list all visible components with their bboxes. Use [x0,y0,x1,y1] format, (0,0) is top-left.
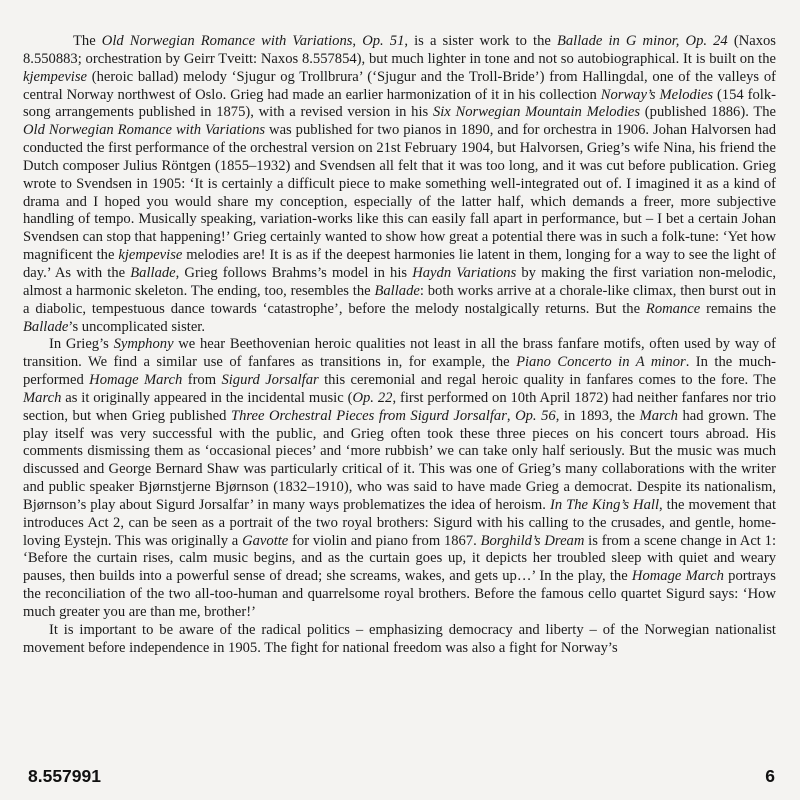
italic-text-run: Romance [645,300,701,317]
italic-text-run: Op. 51 [362,33,405,49]
paragraph [23,336,776,622]
italic-text-run: Borghild’s Dream [480,532,585,549]
text-run: In Grieg’s [49,336,114,353]
text-run: . In the much-performed [23,354,776,389]
italic-text-run: Norway’s Melodies [600,86,714,103]
text-run: remains the [700,300,776,317]
text-run: : both works arrive at a chorale-like climax, then burst out in a diabolic, tempestuous dance towards ‘catastrophe’, before the melody nostalgically returns. But the [23,282,776,317]
italic-text-run: In The King’s Hall [549,496,660,513]
italic-text-run: Homage March [89,372,183,389]
italic-text-run: Ballade [23,318,69,335]
text-run: , [352,33,363,49]
page-number: 6 [765,766,775,786]
text-run: The [73,33,102,49]
italic-text-run: Six Norwegian Mountain Melodies [432,104,641,121]
text-run: by making the first variation non-melodic, almost a harmonic skeleton. The ending, too, resembles the [23,264,776,299]
text-run: , is a sister work to the [404,33,557,49]
text-run: (published 1886). The [640,104,777,121]
text-run: for violin and piano from 1867. [288,532,481,549]
italic-text-run: Symphony [113,336,174,353]
italic-text-run: Piano Concerto in A minor [516,354,686,371]
italic-text-run: Haydn Variations [412,264,517,281]
italic-text-run: Homage March [631,568,724,585]
body-text [23,33,776,658]
italic-text-run: Old Norwegian Romance with Variations [101,33,353,49]
text-run: It is important to be aware of the radical politics – emphasizing democracy and liberty – of the Norwegian nationalist movement before independence in 1905. The fight for national freedom was also a fight for Norway’s [23,621,776,656]
italic-text-run: Ballade [374,282,420,299]
italic-text-run: March [639,407,678,424]
text-run: , in 1893, the [555,407,640,424]
italic-text-run: Gavotte [242,532,289,549]
text-run: , Grieg follows Brahms’s model in his [175,264,413,281]
text-run: from [182,372,222,389]
text-run: is from a scene change in Act 1: ‘Before the curtain rises, calm music begins, and as the curtain goes up, it depicts her troubled sleep with quiet and weary pauses, then builds into a powerful sense of dread; she screams, wakes, and gets up…’ In the play, the [23,532,776,585]
italic-text-run: Three Orchestral Pieces from Sigurd Jorsalfar [230,407,507,424]
text-run: , [506,407,516,424]
text-run: was published for two pianos in 1890, and for orchestra in 1906. Johan Halvorsen had conducted the first performance of the orchestral version on 21st February 1904, but Halvorsen, Grieg’s wife Nina, his friend the Dutch composer Julius Röntgen (1855–1932) and Svendsen all felt that it was too long, and it was cut before publication. Grieg wrote to Svendsen in 1905: ‘It is certainly a difficult piece to make something well-integrated out of. I imagined it as a kind of drama and I hoped you would share my conception, especially of the latter half, which demands a freer, more subjective handling of tempo. Musically speaking, variation-works like this can easily fall apart in performance, but – I bet a certain Johan Svendsen can stop that happening!’ Grieg certainly wanted to show how great a potential there was in such a folk-tune: ‘Yet how magnificent the [23,122,776,264]
text-run: this ceremonial and regal heroic quality in fanfares comes to the fore. The [318,372,776,389]
text-run: we hear Beethovenian heroic qualities not least in all the brass fanfare motifs, often used by way of transition. We find a similar use of fanfares as transitions in, for example, the [23,336,776,371]
italic-text-run: Old Norwegian Romance with Variations [23,122,266,139]
text-run: portrays the reconciliation of the two all-too-human and quarrelsome royal brothers. Before the famous cello quartet Sigurd says: ‘How much greater you are than me, brother!’ [23,568,776,620]
italic-text-run: kjempevise [118,247,183,264]
text-run: , the movement that introduces Act 2, can be seen as a portrait of the two royal brothers: Sigurd with his calling to the crusades, and gentle, home-loving Eystejn. This was originally a [23,496,776,549]
catalog-number: 8.557991 [28,766,101,786]
text-run: , first performed on 10th April 1872) had neither fanfares nor trio section, but when Grieg published [23,389,776,424]
text-run: had grown. The play itself was very successful with the public, and Grieg often took these three pieces on his concert tours abroad. His comments dismissing them as ‘occasional pieces’ and ‘more rubbish’ we can take only half seriously. But the music was much discussed and George Bernard Shaw was particularly critical of it. This was one of Grieg’s many collaborations with the writer and public speaker Bjørnstjerne Bjørnson (1832–1910), who was said to have made Grieg a democrat. Despite its nationalism, Bjørnson’s play about Sigurd Jorsalfar’ in many ways problematizes the idea of heroism. [23,407,777,513]
text-run: (154 folk-song arrangements published in 1875), with a revised version in his [23,86,776,121]
text-run: (heroic ballad) melody ‘Sjugur og Trollbrura’ (‘Sjugur and the Troll-Bride’) from Hallingdal, one of the valleys of central Norway northwest of Oslo. Grieg had made an earlier harmonization of it in his collection [23,68,776,103]
italic-text-run: Op. 22 [352,389,393,406]
italic-text-run: March [23,389,62,406]
text-run: ’s uncomplicated sister. [68,318,205,335]
text-run: as it originally appeared in the incidental music ( [61,389,353,406]
text-run: melodies are! It is as if the deepest harmonies lie latent in them, longing for a way to see the light of day.’ As with the [23,247,776,281]
italic-text-run: Ballade [130,264,176,281]
paragraph [23,622,776,658]
italic-text-run: kjempevise [23,68,88,85]
paragraph [23,33,776,336]
italic-text-run: Op. 56 [515,407,556,424]
italic-text-run: Sigurd Jorsalfar [221,372,319,389]
text-run: (Naxos 8.550883; orchestration by Geirr Tveitt: Naxos 8.557854), but much lighter in tone and not so autobiographical. It is built on the [23,33,776,67]
italic-text-run: Ballade in G minor, Op. 24 [556,33,728,49]
